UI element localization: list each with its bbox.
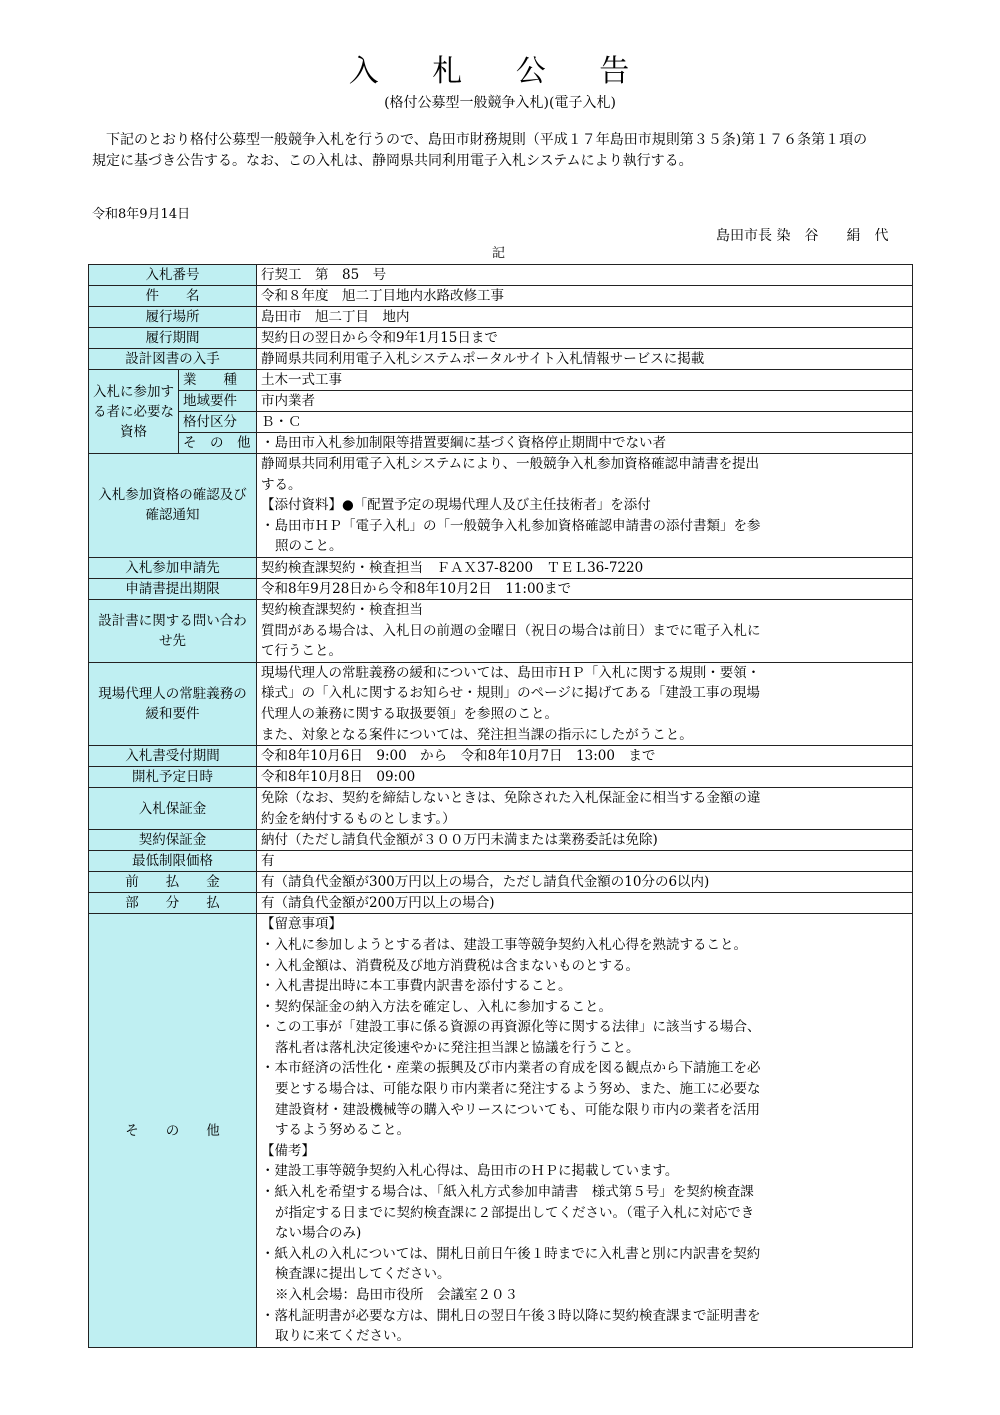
row-other	[89, 914, 913, 1347]
text-line: 免除（なお、契約を締結しないときは、免除された入札保証金に相当する金額の違	[261, 790, 761, 807]
text-line: 約金を納付するものとします。）	[261, 810, 456, 827]
text-line: 様式」の「入札に関するお知らせ・規則」のページに掲げてある「建設工事の現場	[261, 685, 760, 702]
label-qual-rank: 格付区分	[179, 412, 257, 433]
row-drawings	[89, 349, 913, 370]
text-line: 契約検査課契約・検査担当	[261, 601, 423, 618]
intro-paragraph: 下記のとおり格付公募型一般競争入札を行うので、島田市財務規則（平成１７年島田市規則第３５条)第１７６条第１項の規定に基づき公告する。なお、この入札は、静岡県共同利用電子入札システムにより執行する。	[92, 132, 868, 169]
label-agent: 現場代理人の常駐義務の緩和要件	[89, 662, 257, 745]
row-apply-deadline	[89, 578, 913, 599]
label-opening: 開札予定日時	[89, 767, 257, 788]
label-contract-bond: 契約保証金	[89, 830, 257, 851]
row-partial	[89, 893, 913, 914]
label-place: 履行場所	[89, 307, 257, 328]
text-line: ・建設工事等競争契約入札心得は、島田市のＨＰに掲載しています。	[261, 1163, 679, 1180]
label-name: 件 名	[89, 286, 257, 307]
value-place: 島田市 旭二丁目 地内	[257, 307, 913, 328]
value-opening: 令和8年10月8日 09:00	[257, 767, 913, 788]
text-line: が指定する日までに契約検査課に２部提出してください。（電子入札に対応でき	[275, 1204, 755, 1221]
label-min-price: 最低制限価格	[89, 851, 257, 872]
value-other	[257, 914, 913, 1347]
text-line: するよう努めること。	[275, 1122, 410, 1139]
value-inquiry	[257, 599, 913, 662]
text-line: 落札者は落札決定後速やかに発注担当課と協議を行うこと。	[275, 1039, 640, 1056]
label-period: 履行期間	[89, 328, 257, 349]
text-line: ・入札に参加しようとする者は、建設工事等競争契約入札心得を熟読すること。	[261, 936, 747, 953]
value-bid-period: 令和8年10月6日 9:00 から 令和8年10月7日 13:00 まで	[257, 746, 913, 767]
value-apply-to: 契約検査課契約・検査担当 ＦＡＸ37-8200 ＴＥＬ36-7220	[257, 557, 913, 578]
ki-mark: 記	[492, 246, 506, 261]
text-line: する。	[261, 476, 302, 493]
row-qual-industry	[89, 370, 913, 391]
text-line: ※入札会場：島田市役所 会議室２０３	[275, 1287, 518, 1303]
page-subtitle: (格付公募型一般競争入札)(電子入札)	[384, 95, 616, 111]
value-bid-bond	[257, 788, 913, 830]
text-line: ・紙入札の入札については、開札日前日午後１時までに入札書と別に内訳書を契約	[261, 1245, 761, 1262]
text-line: 建設資材・建設機械等の購入やリースについても、可能な限り市内の業者を活用	[275, 1101, 761, 1118]
label-bid-number: 入札番号	[89, 265, 257, 286]
label-qual-other: そ の 他	[179, 433, 257, 454]
text-line: ・この工事が「建設工事に係る資源の再資源化等に関する法律」に該当する場合、	[261, 1019, 761, 1036]
label-bid-bond: 入札保証金	[89, 788, 257, 830]
row-bid-bond	[89, 788, 913, 830]
label-confirm: 入札参加資格の確認及び確認通知	[89, 454, 257, 558]
label-apply-deadline: 申請書提出期限	[89, 578, 257, 599]
row-min-price	[89, 851, 913, 872]
row-qual-region	[89, 391, 913, 412]
label-other: そ の 他	[89, 914, 257, 1347]
row-agent	[89, 662, 913, 745]
issuer-name: 島田市長 染 谷 絹 代	[716, 228, 889, 244]
text-line: ・入札金額は、消費税及び地方消費税は含まないものとする。	[261, 957, 639, 974]
text-line: 代理人の兼務に関する取扱要領」を参照のこと。	[261, 705, 558, 722]
row-qual-rank	[89, 412, 913, 433]
value-qual-other: ・島田市入札参加制限等措置要綱に基づく資格停止期間中でない者	[257, 433, 913, 454]
text-line: ・契約保証金の納入方法を確定し、入札に参加すること。	[261, 998, 612, 1015]
label-advance: 前 払 金	[89, 872, 257, 893]
text-line: 検査課に提出してください。	[275, 1266, 451, 1283]
value-contract-bond: 納付（ただし請負代金額が３００万円未満または業務委託は免除)	[257, 830, 913, 851]
text-line: 【留意事項】	[261, 916, 342, 933]
text-line: 取りに来てください。	[275, 1328, 410, 1345]
value-apply-deadline: 令和8年9月28日から令和8年10月2日 11:00まで	[257, 578, 913, 599]
value-bid-number: 行契工 第 85 号	[257, 265, 913, 286]
label-apply-to: 入札参加申請先	[89, 557, 257, 578]
value-name: 令和８年度 旭二丁目地内水路改修工事	[257, 286, 913, 307]
value-confirm	[257, 454, 913, 558]
value-period: 契約日の翌日から令和9年1月15日まで	[257, 328, 913, 349]
text-line: 現場代理人の常駐義務の緩和については、島田市ＨＰ「入札に関する規則・要領・	[261, 664, 761, 681]
text-line: ない場合のみ)	[275, 1225, 362, 1242]
row-contract-bond	[89, 830, 913, 851]
text-line: ・落札証明書が必要な方は、開札日の翌日午後３時以降に契約検査課まで証明書を	[261, 1307, 761, 1324]
text-line: 静岡県共同利用電子入札システムにより、一般競争入札参加資格確認申請書を提出	[261, 456, 760, 472]
page-title: 入 札 公 告	[348, 54, 652, 89]
text-line: 照のこと。	[275, 538, 343, 555]
label-drawings: 設計図書の入手	[89, 349, 257, 370]
value-qual-region: 市内業者	[257, 391, 913, 412]
text-line: 【添付資料】●「配置予定の現場代理人及び主任技術者」を添付	[261, 497, 651, 514]
label-qualification: 入札に参加する者に必要な資格	[89, 370, 179, 454]
value-qual-rank: Ｂ・Ｃ	[257, 412, 913, 433]
value-min-price: 有	[257, 851, 913, 872]
label-qual-industry: 業 種	[179, 370, 257, 391]
row-opening	[89, 767, 913, 788]
row-period	[89, 328, 913, 349]
label-partial: 部 分 払	[89, 893, 257, 914]
text-line: ・入札書提出時に本工事費内訳書を添付すること。	[261, 978, 572, 995]
row-apply-to	[89, 557, 913, 578]
row-name	[89, 286, 913, 307]
row-advance	[89, 872, 913, 893]
label-qual-region: 地域要件	[179, 391, 257, 412]
label-bid-period: 入札書受付期間	[89, 746, 257, 767]
text-line: 【備考】	[261, 1142, 315, 1159]
label-inquiry: 設計書に関する問い合わせ先	[89, 599, 257, 662]
text-line: ・紙入札を希望する場合は、「紙入札方式参加申請書 様式第５号」を契約検査課	[261, 1184, 754, 1201]
text-line: 質問がある場合は、入札日の前週の金曜日（祝日の場合は前日）までに電子入札に	[261, 622, 761, 639]
row-place	[89, 307, 913, 328]
value-qual-industry: 土木一式工事	[257, 370, 913, 391]
value-drawings: 静岡県共同利用電子入札システムポータルサイト入札情報サービスに掲載	[257, 349, 913, 370]
notice-date: 令和8年9月14日	[92, 207, 191, 222]
notice-table	[88, 264, 913, 1348]
row-confirm	[89, 454, 913, 558]
text-line: また、対象となる案件については、発注担当課の指示にしたがうこと。	[261, 726, 693, 743]
value-advance: 有（請負代金額が300万円以上の場合，ただし請負代金額の10分の6以内)	[257, 872, 913, 893]
text-line: て行うこと。	[261, 643, 342, 660]
row-qual-other	[89, 433, 913, 454]
value-partial: 有（請負代金額が200万円以上の場合)	[257, 893, 913, 914]
text-line: ・島田市ＨＰ「電子入札」の「一般競争入札参加資格確認申請書の添付書類」を参	[261, 517, 761, 534]
text-line: ・本市経済の活性化・産業の振興及び市内業者の育成を図る観点から下請施工を必	[261, 1060, 761, 1077]
row-inquiry	[89, 599, 913, 662]
row-bid-number	[89, 265, 913, 286]
text-line: 要とする場合は、可能な限り市内業者に発注するよう努め、また、施工に必要な	[275, 1081, 761, 1098]
value-agent	[257, 662, 913, 745]
row-bid-period	[89, 746, 913, 767]
